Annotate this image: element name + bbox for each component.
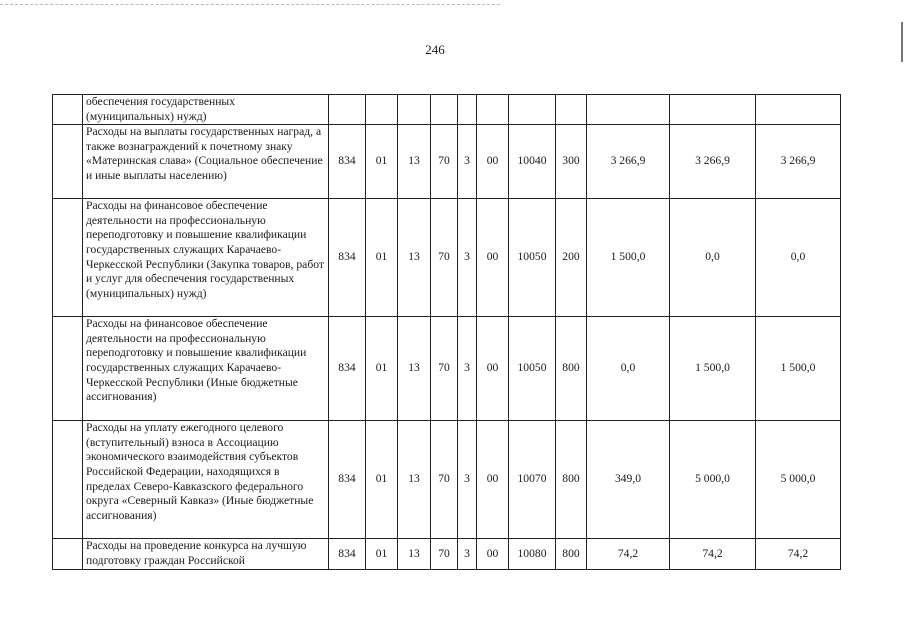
- program-code: 70: [431, 125, 458, 199]
- expense-type-code: 800: [556, 317, 587, 421]
- direction-code: 10070: [509, 421, 556, 539]
- table-row: [53, 125, 841, 199]
- program-code: [431, 95, 458, 125]
- amount-year-3: 3 266,9: [756, 125, 841, 199]
- page-number: 246: [425, 42, 445, 57]
- program-code: 70: [431, 317, 458, 421]
- table-row: [53, 317, 841, 421]
- subsection-code: 13: [398, 539, 431, 570]
- event-code: 00: [477, 421, 509, 539]
- row-number-cell: [53, 421, 83, 539]
- amount-year-1: 1 500,0: [587, 199, 670, 317]
- amount-year-3: 1 500,0: [756, 317, 841, 421]
- subprogram-code: 3: [458, 125, 477, 199]
- event-code: 00: [477, 539, 509, 570]
- section-code: 01: [366, 199, 398, 317]
- direction-code: [509, 95, 556, 125]
- scan-edge-mark: [901, 22, 903, 62]
- section-code: 01: [366, 421, 398, 539]
- program-code: 70: [431, 199, 458, 317]
- section-code: [366, 95, 398, 125]
- table-row: [53, 95, 841, 125]
- expense-description: Расходы на проведение конкурса на лучшую подготовку граждан Российской: [83, 539, 329, 570]
- subprogram-code: 3: [458, 539, 477, 570]
- expense-type-code: 800: [556, 539, 587, 570]
- expense-description: Расходы на выплаты государственных наград, а также вознаграждений к почетному знаку «Материнская слава» (Социальное обеспечение и иные выплаты населению): [83, 125, 329, 199]
- event-code: 00: [477, 199, 509, 317]
- expense-description: Расходы на уплату ежегодного целевого (вступительный) взноса в Ассоциацию экономического взаимодействия субъектов Российской Федерации, находящихся в пределах Северо-Кавказского федерального округа «Северный Кавказ» (Иные бюджетные ассигнования): [83, 421, 329, 539]
- program-code: 70: [431, 421, 458, 539]
- subsection-code: [398, 95, 431, 125]
- expense-type-code: [556, 95, 587, 125]
- expense-type-code: 200: [556, 199, 587, 317]
- direction-code: 10050: [509, 199, 556, 317]
- amount-year-1: 349,0: [587, 421, 670, 539]
- event-code: [477, 95, 509, 125]
- scan-artifact-line: [0, 4, 500, 5]
- event-code: 00: [477, 317, 509, 421]
- subsection-code: 13: [398, 125, 431, 199]
- section-code: 01: [366, 125, 398, 199]
- table-row: [53, 539, 841, 570]
- expense-type-code: 800: [556, 421, 587, 539]
- subprogram-code: [458, 95, 477, 125]
- direction-code: 10040: [509, 125, 556, 199]
- amount-year-1: 74,2: [587, 539, 670, 570]
- admin-code: [329, 95, 366, 125]
- expense-description: Расходы на финансовое обеспечение деятельности на профессиональную переподготовку и повышение квалификации государственных служащих Карачаево-Черкесской Республики (Закупка товаров, работ и услуг для обеспечения государственных (муниципальных) нужд): [83, 199, 329, 317]
- section-code: 01: [366, 539, 398, 570]
- row-number-cell: [53, 199, 83, 317]
- expense-description: обеспечения государственных (муниципальных) нужд): [83, 95, 329, 125]
- expense-type-code: 300: [556, 125, 587, 199]
- event-code: 00: [477, 125, 509, 199]
- amount-year-1: 3 266,9: [587, 125, 670, 199]
- amount-year-1: [587, 95, 670, 125]
- subsection-code: 13: [398, 317, 431, 421]
- direction-code: 10080: [509, 539, 556, 570]
- direction-code: 10050: [509, 317, 556, 421]
- amount-year-3: [756, 95, 841, 125]
- admin-code: 834: [329, 125, 366, 199]
- subprogram-code: 3: [458, 421, 477, 539]
- row-number-cell: [53, 539, 83, 570]
- amount-year-2: [670, 95, 756, 125]
- budget-table: [52, 94, 841, 570]
- amount-year-2: 1 500,0: [670, 317, 756, 421]
- row-number-cell: [53, 317, 83, 421]
- amount-year-3: 5 000,0: [756, 421, 841, 539]
- admin-code: 834: [329, 421, 366, 539]
- expense-description: Расходы на финансовое обеспечение деятельности на профессиональную переподготовку и повышение квалификации государственных служащих Карачаево-Черкесской Республики (Иные бюджетные ассигнования): [83, 317, 329, 421]
- subsection-code: 13: [398, 421, 431, 539]
- admin-code: 834: [329, 317, 366, 421]
- table-body: [53, 95, 841, 570]
- program-code: 70: [431, 539, 458, 570]
- admin-code: 834: [329, 539, 366, 570]
- row-number-cell: [53, 125, 83, 199]
- table-row: [53, 421, 841, 539]
- amount-year-2: 0,0: [670, 199, 756, 317]
- section-code: 01: [366, 317, 398, 421]
- amount-year-3: 0,0: [756, 199, 841, 317]
- row-number-cell: [53, 95, 83, 125]
- amount-year-3: 74,2: [756, 539, 841, 570]
- amount-year-2: 3 266,9: [670, 125, 756, 199]
- amount-year-1: 0,0: [587, 317, 670, 421]
- table-row: [53, 199, 841, 317]
- subsection-code: 13: [398, 199, 431, 317]
- amount-year-2: 5 000,0: [670, 421, 756, 539]
- admin-code: 834: [329, 199, 366, 317]
- subprogram-code: 3: [458, 317, 477, 421]
- amount-year-2: 74,2: [670, 539, 756, 570]
- subprogram-code: 3: [458, 199, 477, 317]
